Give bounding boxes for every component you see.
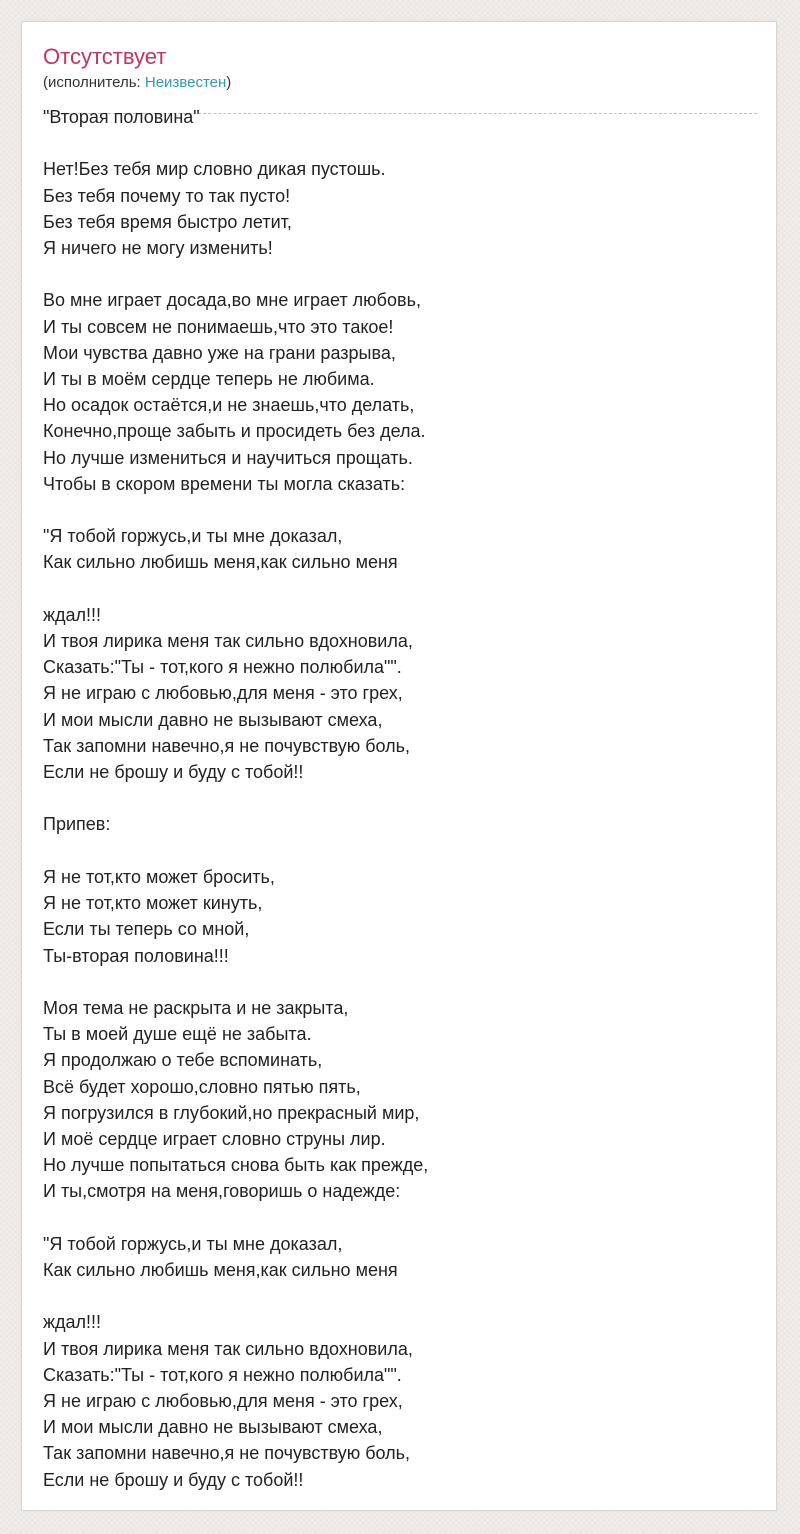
artist-line (43, 72, 231, 94)
artist-link[interactable]: Неизвестен (144, 74, 227, 91)
lyrics-text: "Вторая половина" Нет!Без тебя мир словно дикая пустошь. Без тебя почему то так пусто! Без тебя время быстро летит, Я ничего не могу изменить! Во мне играет досада,во мне играет любовь, И ты совсем не понимаешь,что это такое! Мои чувства давно уже на грани разрыва, И ты в моём сердце теперь не любима. Но осадок остаётся,и не знаешь,что делать, Конечно,проще забыть и просидеть без дела. Но лучше измениться и научиться прощать. Чтобы в скором времени ты могла сказать: "Я тобой горжусь,и ты мне доказал, Как сильно любишь меня,как сильно меня ждал!!! И твоя лирика меня так сильно вдохновила, Сказать:"Ты - тот,кого я нежно полюбила"". Я не играю с любовью,для меня - это грех, И мои мысли давно не вызывают смеха, Так запомни навечно,я не почувствую боль, Если не брошу и буду с тобой!! Припев: Я не тот,кто может бросить, Я не тот,кто может кинуть, Если ты теперь со мной, Ты-вторая половина!!! Моя тема не раскрыта и не закрыта, Ты в моей душе ещё не забыта. Я продолжаю о тебе вспоминать, Всё будет хорошо,словно пятью пять, Я погрузился в глубокий,но прекрасный мир, И моё сердце играет словно струны лир. Но лучше попытаться снова быть как прежде, И ты,смотря на меня,говоришь о надежде: "Я тобой горжусь,и ты мне доказал, Как сильно любишь меня,как сильно меня ждал!!! И твоя лирика меня так сильно вдохновила, Сказать:"Ты - тот,кого я нежно полюбила"". Я не играю с любовью,для меня - это грех, И мои мысли давно не вызывают смеха, Так запомни навечно,я не почувствую боль, Если не брошу и буду с тобой!! (43, 107, 429, 1490)
song-title: Отсутствует (43, 44, 167, 69)
lyrics-card (21, 21, 777, 1511)
artist-suffix: ) (226, 74, 232, 91)
artist-prefix: (исполнитель: (43, 74, 145, 91)
